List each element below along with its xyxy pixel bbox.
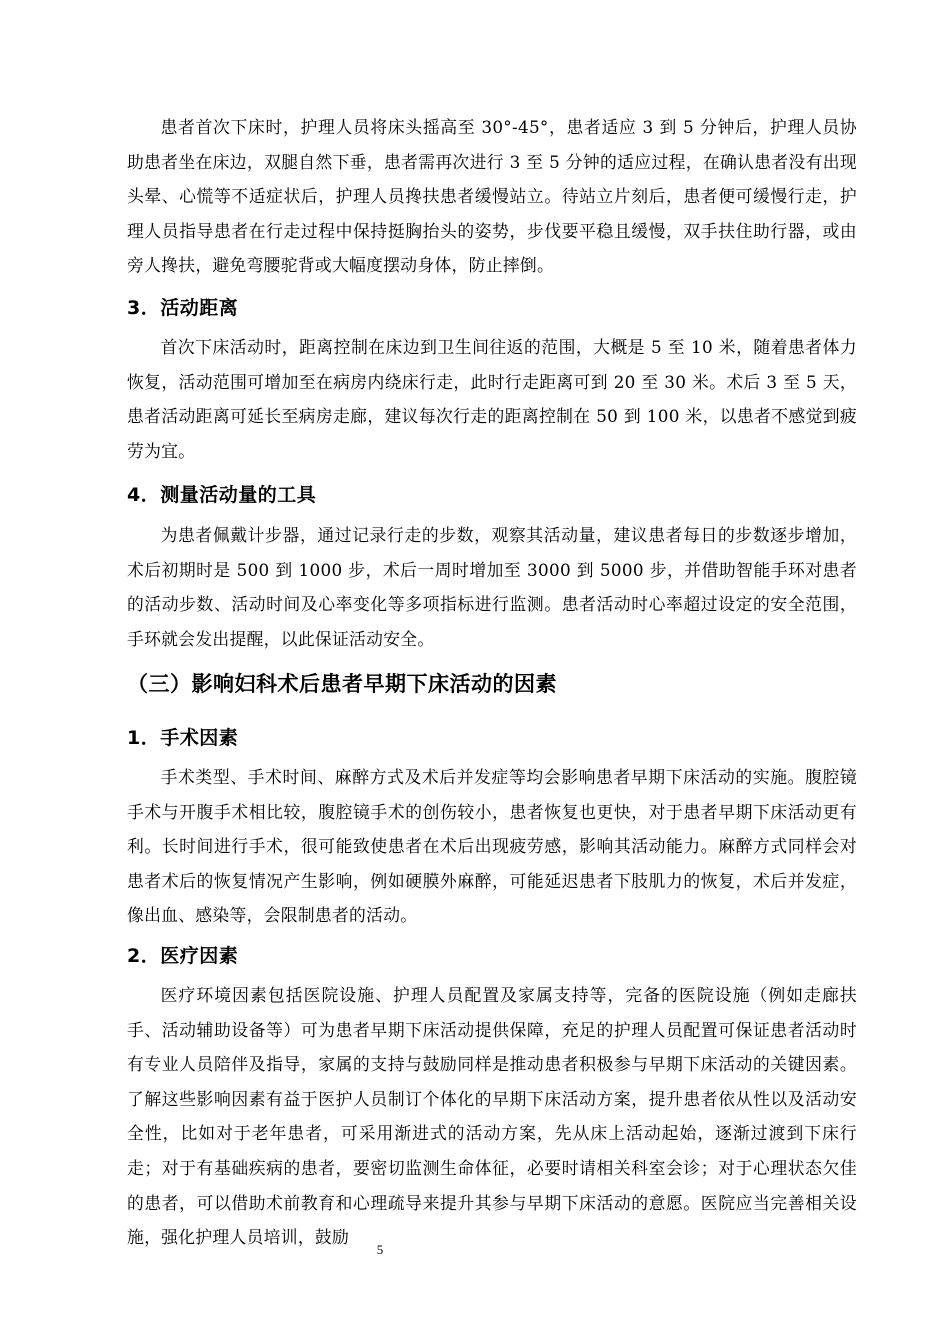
paragraph-medical-factors: 医疗环境因素包括医院设施、护理人员配置及家属支持等，完备的医院设施（例如走廊扶手、活动辅助设备等）可为患者早期下床活动提供保障，充足的护理人员配置可保证患者活动时有专业人员陪伴及指导，家属的支持与鼓励同样是推动患者积极参与早期下床活动的关键因素。了解这些影响因素有益于医护人员制订个体化的早期下床活动方案，提升患者依从性以及活动安全性，比如对于老年患者，可采用渐进式的活动方案，先从床上活动起始，逐渐过渡到下床行走；对于有基础疾病的患者，要密切监测生命体征，必要时请相关科室会诊；对于心理状态欠佳的患者，可以借助术前教育和心理疏导来提升其参与早期下床活动的意愿。医院应当完善相关设施，强化护理人员培训，鼓励 xyxy=(127,985,857,1248)
heading-medical-factors: 2．医疗因素 xyxy=(127,945,239,967)
distance-paragraph-block xyxy=(127,330,857,468)
paragraph-activity-distance: 首次下床活动时，距离控制在床边到卫生间往返的范围，大概是 5 至 10 米，随着患者体力恢复，活动范围可增加至在病房内绕床行走，此时行走距离可到 20 至 30 米。术后 3 至 5 天，患者活动距离可延长至病房走廊，建议每次行走的距离控制在 50 到 100 米，以患者不感觉到疲劳为宜。 xyxy=(127,337,857,461)
heading-measurement-tools: 4．测量活动量的工具 xyxy=(127,484,317,506)
intro-paragraph-block xyxy=(127,110,857,283)
paragraph-surgical-factors: 手术类型、手术时间、麻醉方式及术后并发症等均会影响患者早期下床活动的实施。腹腔镜手术与开腹手术相比较，腹腔镜手术的创伤较小，患者恢复也更快，对于患者早期下床活动更有利。长时间进行手术，很可能致使患者在术后出现疲劳感，影响其活动能力。麻醉方式同样会对患者术后的恢复情况产生影响，例如硬膜外麻醉，可能延迟患者下肢肌力的恢复，术后并发症，像出血、感染等，会限制患者的活动。 xyxy=(127,767,857,926)
heading-activity-distance: 3．活动距离 xyxy=(127,297,239,319)
heading-surgical-factors: 1．手术因素 xyxy=(127,727,239,749)
tools-paragraph-block xyxy=(127,518,857,656)
paragraph-first-ambulation: 患者首次下床时，护理人员将床头摇高至 30°-45°，患者适应 3 到 5 分钟后，护理人员协助患者坐在床边，双腿自然下垂，患者需再次进行 3 至 5 分钟的适应过程，在确认患者没有出现头晕、心慌等不适症状后，护理人员搀扶患者缓慢站立。待站立片刻后，患者便可缓慢行走，护理人员指导患者在行走过程中保持挺胸抬头的姿势，步伐要平稳且缓慢，双手扶住助行器，或由旁人搀扶，避免弯腰驼背或大幅度摆动身体，防止摔倒。 xyxy=(127,117,857,276)
paragraph-measurement-tools: 为患者佩戴计步器，通过记录行走的步数，观察其活动量，建议患者每日的步数逐步增加，术后初期时是 500 到 1000 步，术后一周时增加至 3000 到 5000 步，并借助智能手环对患者的活动步数、活动时间及心率变化等多项指标进行监测。患者活动时心率超过设定的安全范围，手环就会发出提醒，以此保证活动安全。 xyxy=(127,525,857,649)
surgery-paragraph-block xyxy=(127,760,857,933)
medical-paragraph-block xyxy=(127,978,857,1255)
section-heading-factors: （三）影响妇科术后患者早期下床活动的因素 xyxy=(127,672,557,696)
page-number: 5 xyxy=(376,1242,384,1257)
